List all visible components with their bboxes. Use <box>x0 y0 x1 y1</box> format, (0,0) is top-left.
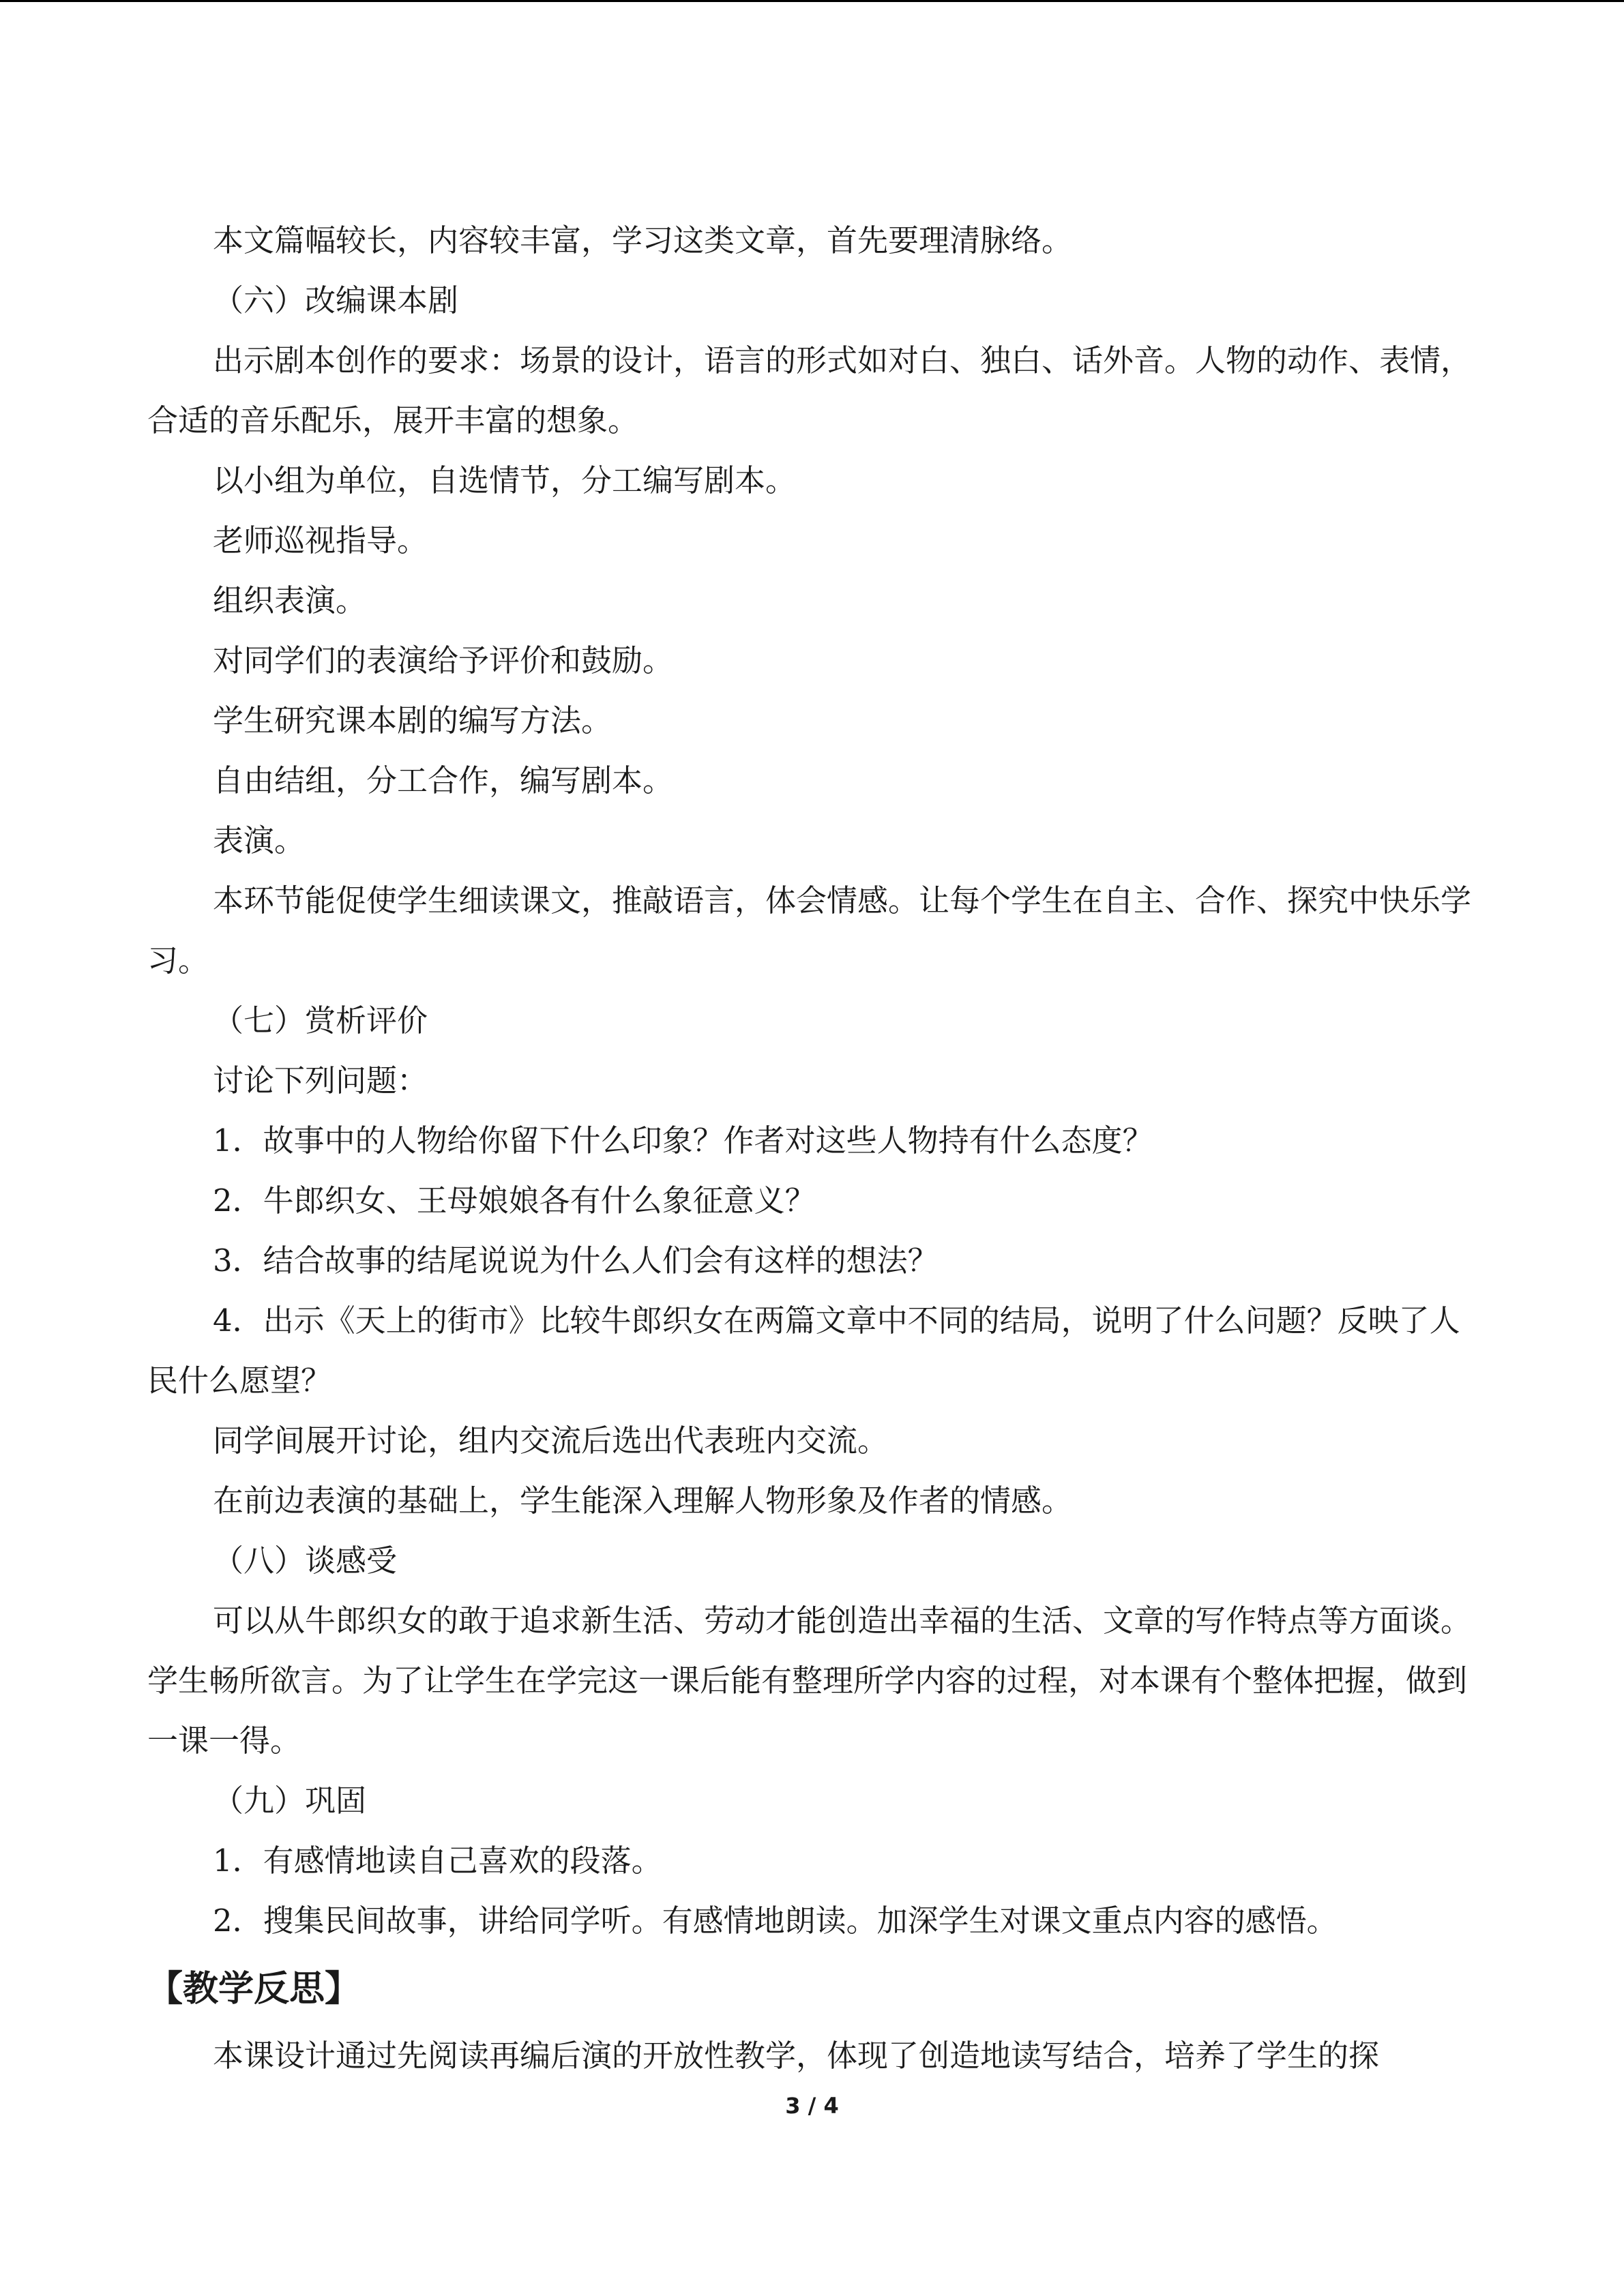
paragraph: 出示剧本创作的要求：场景的设计，语言的形式如对白、独白、话外音。人物的动作、表情，合适的音乐配乐，展开丰富的想象。 <box>147 342 1472 438</box>
paragraph: 对同学们的表演给予评价和鼓励。 <box>213 642 674 679</box>
page-body <box>147 211 1477 2086</box>
question-item: 1．故事中的人物给你留下什么印象？作者对这些人物持有什么态度？ <box>213 1122 1153 1159</box>
paragraph: 讨论下列问题： <box>213 1062 428 1099</box>
paragraph: 组织表演。 <box>213 582 367 618</box>
paragraph: 学生研究课本剧的编写方法。 <box>213 702 612 739</box>
question-item: 4．出示《天上的街市》比较牛郎织女在两篇文章中不同的结局，说明了什么问题？反映了人民什么愿望？ <box>147 1302 1460 1399</box>
paragraph: 在前边表演的基础上，学生能深入理解人物形象及作者的情感。 <box>213 1482 1073 1519</box>
paragraph: 老师巡视指导。 <box>213 522 428 558</box>
top-border-line <box>0 0 1624 2</box>
paragraph: 本文篇幅较长，内容较丰富，学习这类文章，首先要理清脉络。 <box>213 222 1073 258</box>
list-item: 1．有感情地读自己喜欢的段落。 <box>213 1843 662 1879</box>
paragraph: 本环节能促使学生细读课文，推敲语言，体会情感。让每个学生在自主、合作、探究中快乐学习。 <box>147 882 1472 979</box>
paragraph: 可以从牛郎织女的敢于追求新生活、劳动才能创造出幸福的生活、文章的写作特点等方面谈。学生畅所欲言。为了让学生在学完这一课后能有整理所学内容的过程，对本课有个整体把握，做到一课一得。 <box>147 1602 1472 1759</box>
reflection-heading: 【教学反思】 <box>147 1969 361 2010</box>
paragraph: 以小组为单位，自选情节，分工编写剧本。 <box>213 462 797 498</box>
section-heading-adapt-play: （六）改编课本剧 <box>213 282 459 318</box>
reflection-paragraph: 本课设计通过先阅读再编后演的开放性教学，体现了创造地读写结合，培养了学生的探 <box>213 2038 1380 2074</box>
question-item: 3．结合故事的结尾说说为什么人们会有这样的想法？ <box>213 1242 939 1279</box>
page-number: 3 / 4 <box>785 2093 839 2119</box>
paragraph: 自由结组，分工合作，编写剧本。 <box>213 762 674 799</box>
section-heading-consolidate: （九）巩固 <box>213 1783 367 1819</box>
section-heading-appreciation: （七）赏析评价 <box>213 1002 428 1039</box>
list-item: 2．搜集民间故事，讲给同学听。有感情地朗读。加深学生对课文重点内容的感悟。 <box>213 1903 1338 1939</box>
paragraph: 表演。 <box>213 822 306 859</box>
section-heading-feelings: （八）谈感受 <box>213 1542 398 1579</box>
paragraph: 同学间展开讨论，组内交流后选出代表班内交流。 <box>213 1422 889 1459</box>
question-item: 2．牛郎织女、王母娘娘各有什么象征意义？ <box>213 1182 816 1219</box>
